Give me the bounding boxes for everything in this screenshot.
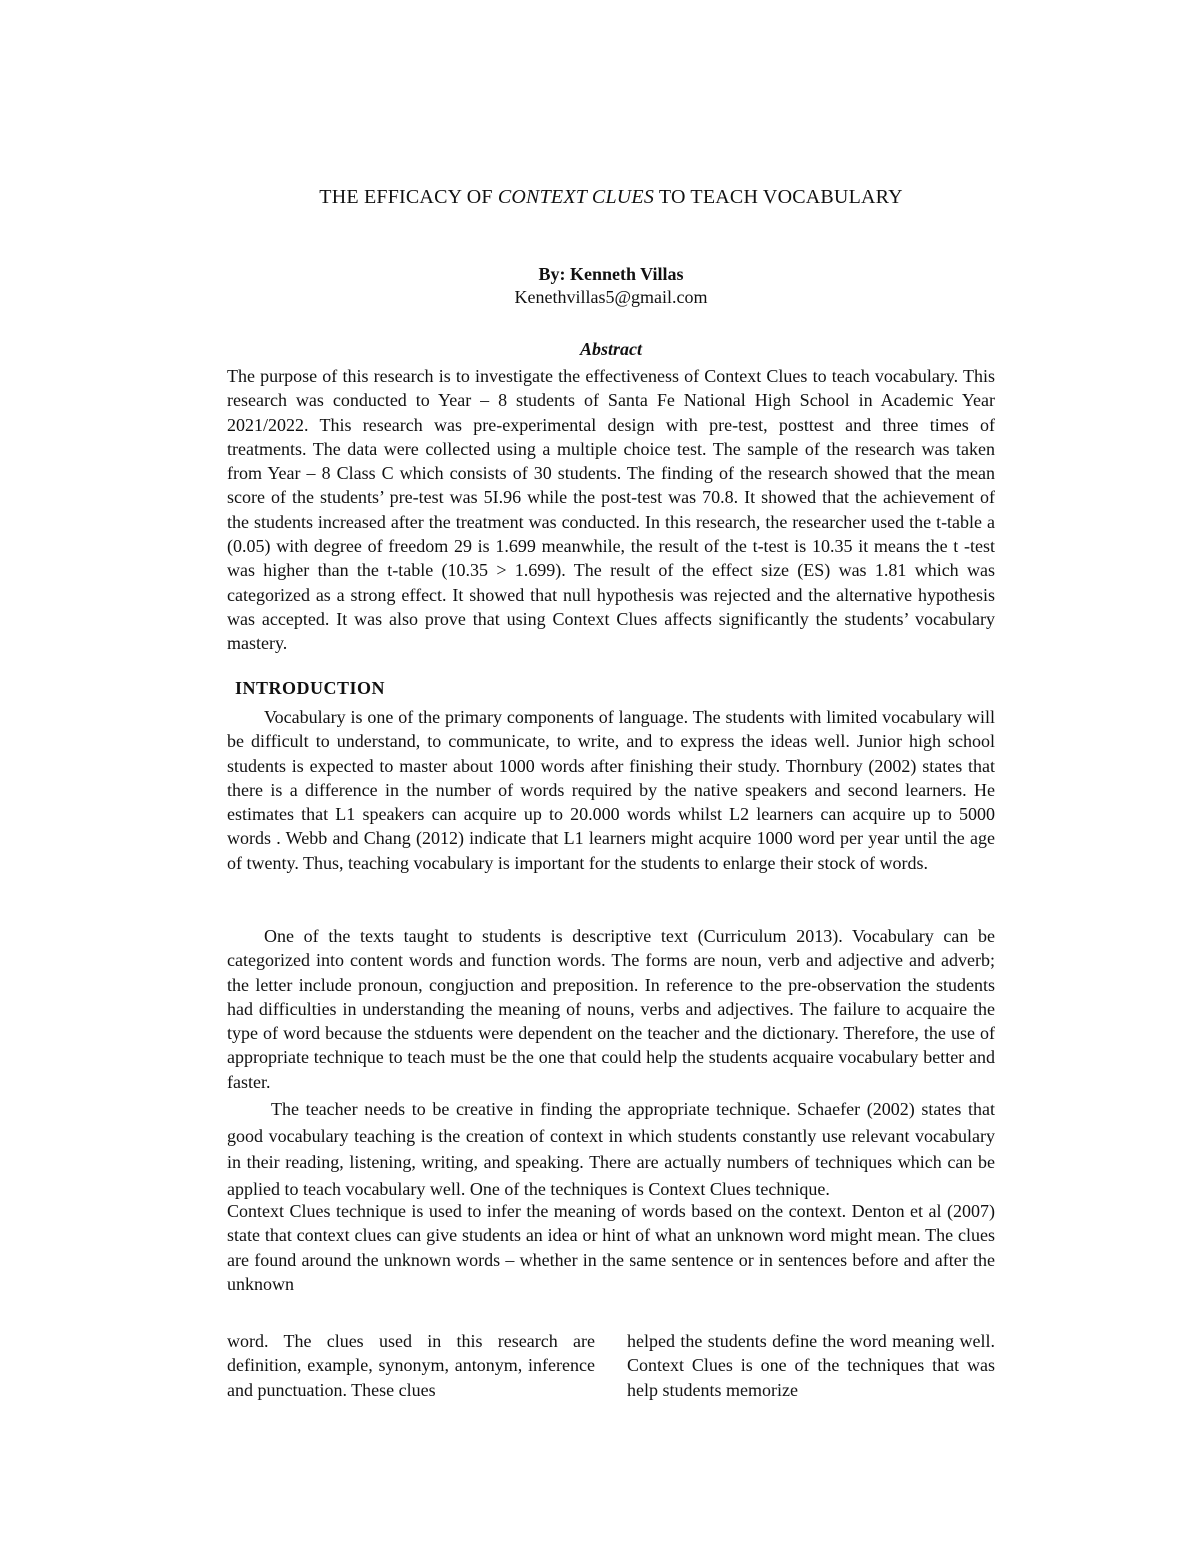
abstract-heading: Abstract	[579, 339, 642, 359]
abstract-text: The purpose of this research is to investigate the effectiveness of Context Clues to teach vocabulary. This research was conducted to Year – 8 students of Santa Fe National High School in Academic Year 2021/2022. This research was pre-experimental design with pre-test, posttest and three times of treatments. The data were collected using a multiple choice test. The sample of the research was taken from Year – 8 Class C which consists of 30 students. The finding of the research showed that the mean score of the students’ pre-test was 5I.96 while the post-test was 70.8. It showed that the achievement of the students increased after the treatment was conducted. In this research, the researcher used the t-table a (0.05) with degree of freedom 29 is 1.699 meanwhile, the result of the t-test is 10.35 it means the t -test was higher than the t-table (10.35 > 1.699). The result of the effect size (ES) was 1.81 which was categorized as a strong effect. It showed that null hypothesis was rejected and the alternative hypothesis was accepted. It was also prove that using Context Clues affects significantly the students’ vocabulary mastery.	[227, 366, 995, 654]
paper-title	[227, 186, 995, 209]
author-email: Kenethvillas5@gmail.com	[514, 287, 708, 307]
intro-paragraph-3: The teacher needs to be creative in finding the appropriate technique. Schaefer (2002) states that good vocabulary teaching is the creation of context in which students constantly use relevant vocabulary in their reading, listening, writing, and speaking. There are actually numbers of techniques which can be applied to teach vocabulary well. One of the techniques is Context Clues technique.	[227, 1099, 995, 1199]
introduction-heading: INTRODUCTION	[235, 678, 386, 698]
left-column-text: word. The clues used in this research are definition, example, synonym, antonym, inference and punctuation. These clues	[227, 1331, 595, 1400]
title-italic: CONTEXT CLUES	[497, 186, 655, 208]
title-suffix: TO TEACH VOCABULARY	[654, 186, 903, 208]
title-prefix: THE EFFICACY OF	[319, 186, 498, 208]
intro-paragraph-2: One of the texts taught to students is descriptive text (Curriculum 2013). Vocabulary can be categorized into content words and function words. The forms are noun, verb and adjective and adverb; the letter include pronoun, congjuction and preposition. In reference to the pre-observation the students had difficulties in understanding the meaning of nouns, verbs and adjectives. The failure to acquaire the type of word because the stduents were dependent on the teacher and the dictionary. Therefore, the use of appropriate technique to teach must be the one that could help the students acquaire vocabulary better and faster.	[227, 926, 995, 1092]
intro-paragraph-4: Context Clues technique is used to infer the meaning of words based on the context. Denton et al (2007) state that context clues can give students an idea or hint of what an unknown word might mean. The clues are found around the unknown words – whether in the same sentence or in sentences before and after the unknown	[227, 1201, 995, 1294]
right-column-text: helped the students define the word meaning well. Context Clues is one of the techniques that was help students memorize	[627, 1331, 995, 1400]
intro-paragraph-1: Vocabulary is one of the primary components of language. The students with limited vocabulary will be difficult to understand, to communicate, to write, and to express the ideas well. Junior high school students is expected to master about 1000 words after finishing their study. Thornbury (2002) states that there is a difference in the number of words required by the native speakers and second learners. He estimates that L1 speakers can acquire up to 20.000 words whilst L2 learners can acquire up to 5000 words . Webb and Chang (2012) indicate that L1 learners might acquire 1000 word per year until the age of twenty. Thus, teaching vocabulary is important for the students to enlarge their stock of words.	[227, 707, 995, 873]
author-line: By: Kenneth Villas	[538, 264, 684, 284]
